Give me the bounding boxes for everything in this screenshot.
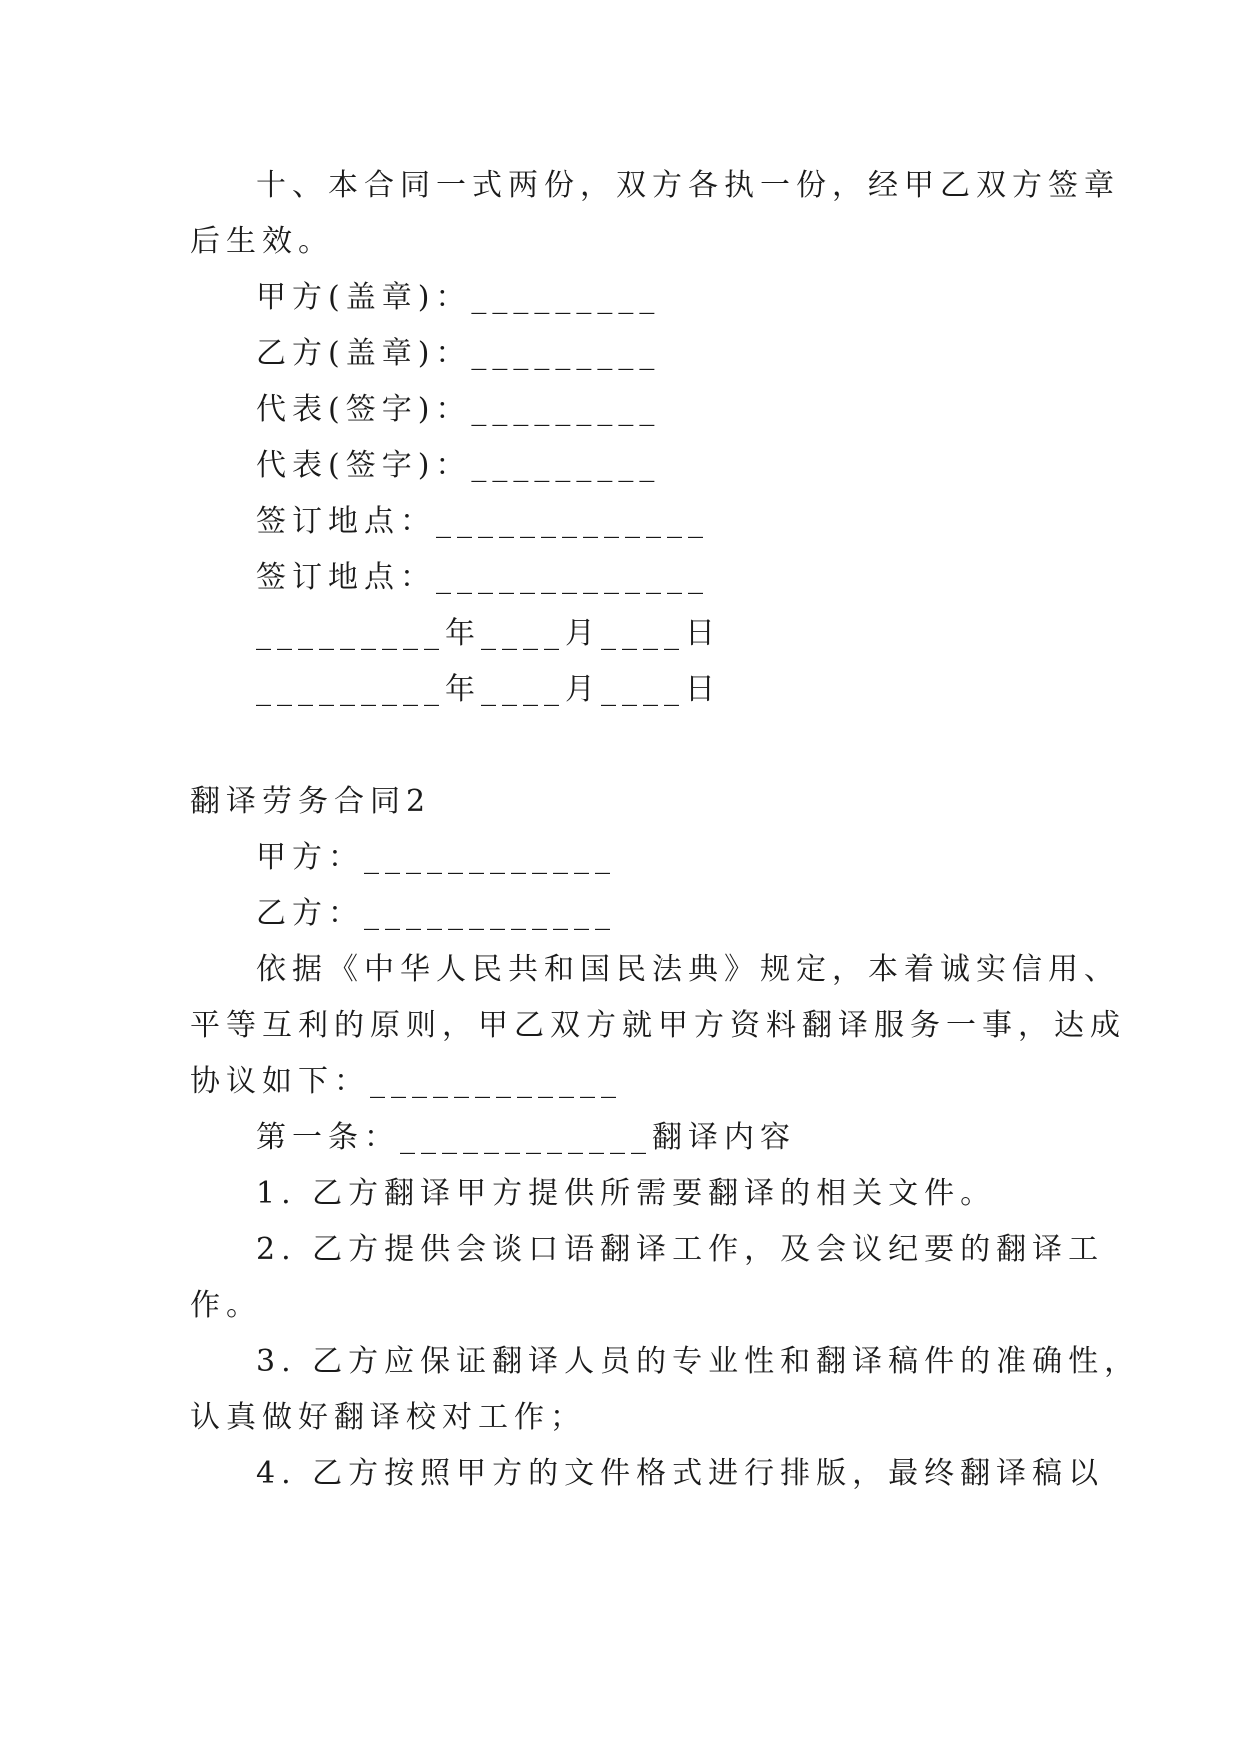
article-1-heading: 第一条：____________翻译内容 (256, 1120, 796, 1155)
preamble-line-2: 平等互利的原则，甲乙双方就甲方资料翻译服务一事，达成 (190, 1008, 1126, 1043)
section-ten-line-2: 后生效。 (190, 224, 334, 259)
item-2-line-2: 作。 (190, 1288, 262, 1323)
contract-2-party-a: 甲方：____________ (256, 840, 616, 875)
signature-representative-1: 代表(签字)：_________ (256, 392, 661, 427)
item-3-line-2: 认真做好翻译校对工作； (190, 1400, 586, 1435)
contract-2-party-b: 乙方：____________ (256, 896, 616, 931)
signing-date-1: _________年____月____日 (256, 616, 721, 651)
contract-2-title: 翻译劳务合同2 (190, 784, 432, 819)
signature-party-a-seal: 甲方(盖章)：_________ (256, 280, 661, 315)
item-3-line-1: 3. 乙方应保证翻译人员的专业性和翻译稿件的准确性， (256, 1344, 1141, 1379)
preamble-line-3: 协议如下：____________ (190, 1064, 622, 1099)
signing-place-2: 签订地点：_____________ (256, 560, 709, 595)
item-2-line-1: 2. 乙方提供会谈口语翻译工作，及会议纪要的翻译工 (256, 1232, 1105, 1267)
item-4-line-1: 4. 乙方按照甲方的文件格式进行排版，最终翻译稿以 (256, 1456, 1105, 1491)
signature-party-b-seal: 乙方(盖章)：_________ (256, 336, 661, 371)
section-ten-line-1: 十、本合同一式两份，双方各执一份，经甲乙双方签章 (256, 168, 1120, 203)
signing-date-2: _________年____月____日 (256, 672, 721, 707)
signature-representative-2: 代表(签字)：_________ (256, 448, 661, 483)
signing-place-1: 签订地点：_____________ (256, 504, 709, 539)
item-1-line-1: 1. 乙方翻译甲方提供所需要翻译的相关文件。 (256, 1176, 997, 1211)
preamble-line-1: 依据《中华人民共和国民法典》规定，本着诚实信用、 (256, 952, 1120, 987)
